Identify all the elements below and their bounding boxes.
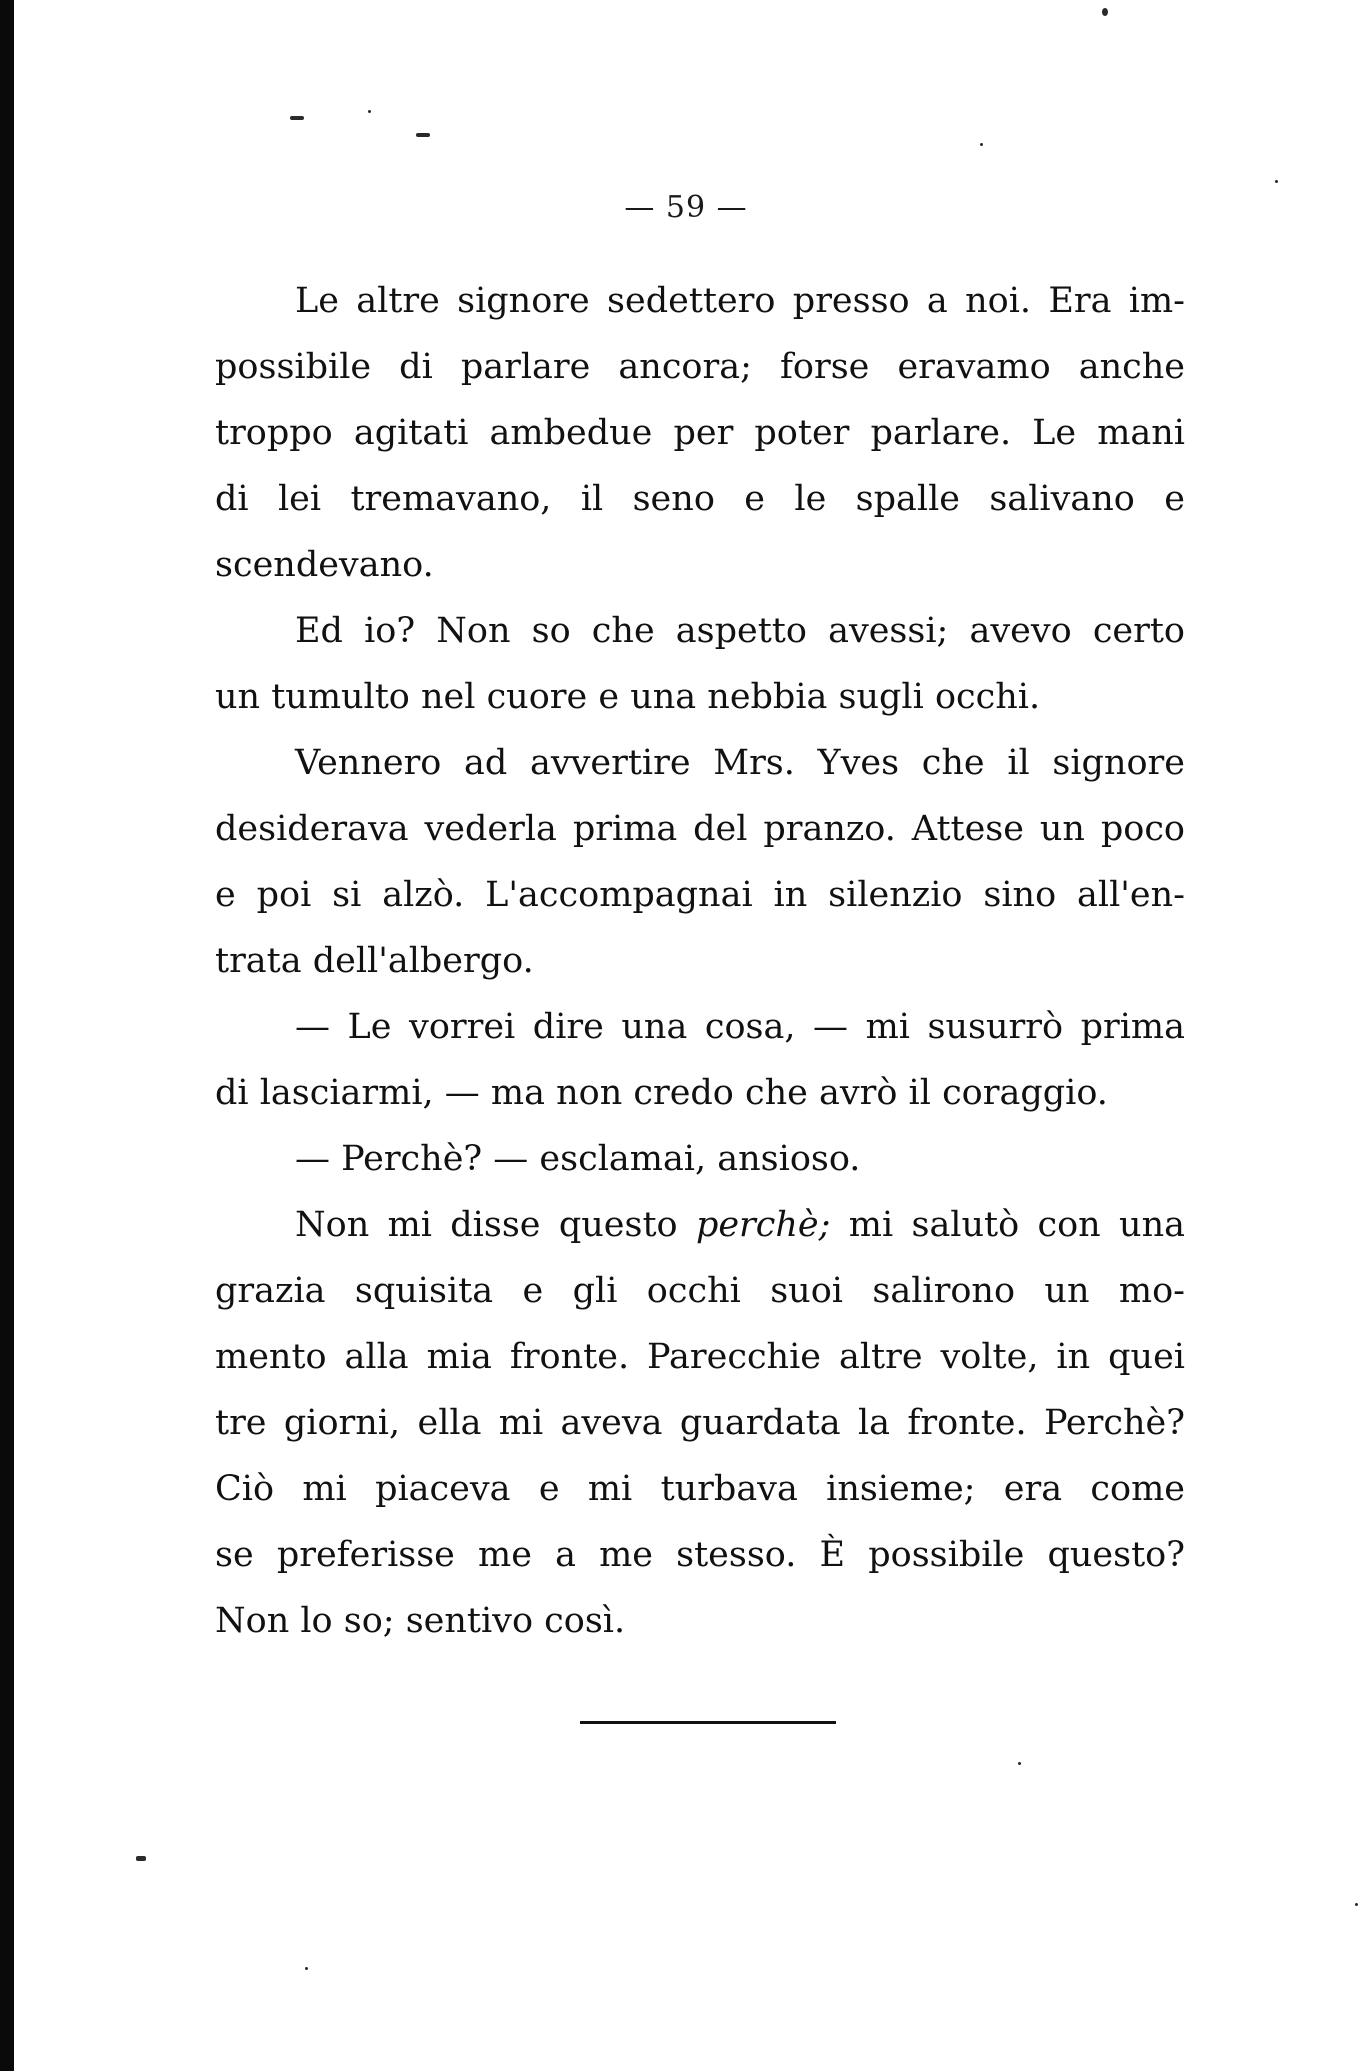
text-line: — Perchè? — esclamai, ansioso. <box>295 1139 861 1179</box>
text-run: mi salutò con una <box>830 1205 1185 1245</box>
text-line <box>215 1192 1185 1258</box>
text-line: grazia squisita e gli occhi suoi salirono un mo- <box>215 1271 1185 1311</box>
scan-speck <box>368 110 371 113</box>
paragraph <box>215 1126 1185 1192</box>
text-line: mento alla mia fronte. Parecchie altre volte, in quei <box>215 1337 1185 1377</box>
scan-speck <box>136 1856 146 1861</box>
scan-speck <box>1102 8 1108 16</box>
text-line: e poi si alzò. L'accompagnai in silenzio sino all'en- <box>215 875 1185 915</box>
scan-speck <box>1275 180 1278 183</box>
text-run: Non mi disse questo <box>295 1205 696 1245</box>
page-number: — 59 — <box>624 190 748 225</box>
scan-speck <box>1018 1762 1021 1765</box>
text-line: tre giorni, ella mi aveva guardata la fronte. Perchè? <box>215 1403 1185 1443</box>
text-line: di lasciarmi, — ma non credo che avrò il coraggio. <box>215 1073 1108 1113</box>
paragraph <box>215 268 1185 598</box>
scan-speck <box>1355 1903 1358 1906</box>
text-line: Vennero ad avvertire Mrs. Yves che il signore <box>295 743 1185 783</box>
text-line: — Le vorrei dire una cosa, — mi susurrò prima <box>295 1007 1185 1047</box>
paragraph <box>215 730 1185 994</box>
binding-edge <box>0 0 14 2071</box>
text-line: trata dell'albergo. <box>215 941 534 981</box>
end-rule <box>580 1721 836 1724</box>
text-line: possibile di parlare ancora; forse eravamo anche <box>215 347 1185 387</box>
scan-speck <box>305 1967 308 1970</box>
text-line: troppo agitati ambedue per poter parlare. Le mani <box>215 413 1185 453</box>
text-line: di lei tremavano, il seno e le spalle salivano e <box>215 479 1185 519</box>
text-line: scendevano. <box>215 545 434 585</box>
text-line: Le altre signore sedettero presso a noi. Era im- <box>295 281 1185 321</box>
italic-word: perchè; <box>695 1205 831 1245</box>
text-line: Non lo so; sentivo così. <box>215 1601 626 1641</box>
scan-speck <box>416 133 430 137</box>
text-line: desiderava vederla prima del pranzo. Attese un poco <box>215 809 1185 849</box>
paragraph <box>215 1192 1185 1654</box>
scan-speck <box>290 116 304 120</box>
paragraph <box>215 598 1185 730</box>
text-line: Ed io? Non so che aspetto avessi; avevo certo <box>295 611 1185 651</box>
text-line: un tumulto nel cuore e una nebbia sugli occhi. <box>215 677 1041 717</box>
paragraph <box>215 994 1185 1126</box>
text-line: Ciò mi piaceva e mi turbava insieme; era come <box>215 1469 1185 1509</box>
text-line: se preferisse me a me stesso. È possibile questo? <box>215 1535 1185 1575</box>
scan-speck <box>980 143 983 146</box>
body-text <box>215 268 1185 1654</box>
